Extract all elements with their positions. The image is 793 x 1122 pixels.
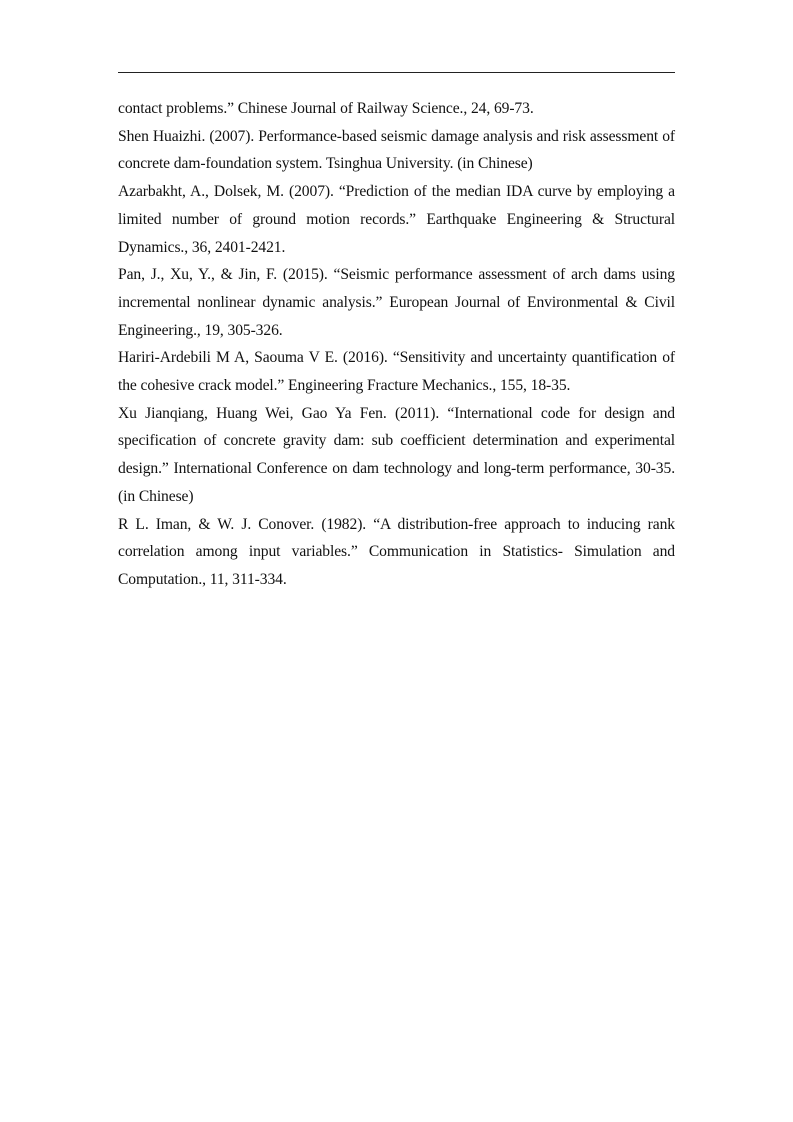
reference-entry: Hariri-Ardebili M A, Saouma V E. (2016). “Sensitivity and uncertainty quantification of the cohesive crack model.” Engineering Fracture Mechanics., 155, 18-35. [118, 349, 675, 395]
reference-entry: Azarbakht, A., Dolsek, M. (2007). “Prediction of the median IDA curve by employing a limited number of ground motion records.” Earthquake Engineering & Structural Dynamics., 36, 2401-2421. [118, 183, 675, 256]
reference-entry: contact problems.” Chinese Journal of Railway Science., 24, 69-73. [118, 100, 534, 117]
reference-list [118, 95, 675, 594]
reference-entry: R L. Iman, & W. J. Conover. (1982). “A distribution-free approach to inducing rank correlation among input variables.” Communication in Statistics- Simulation and Computation., 11, 311-334. [118, 515, 675, 588]
reference-entry: Xu Jianqiang, Huang Wei, Gao Ya Fen. (2011). “International code for design and specification of concrete gravity dam: sub coefficient determination and experimental design.” International Conference on dam technology and long-term performance, 30-35. (in Chinese) [118, 404, 675, 505]
header-rule [118, 72, 675, 73]
reference-entry: Pan, J., Xu, Y., & Jin, F. (2015). “Seismic performance assessment of arch dams using incremental nonlinear dynamic analysis.” European Journal of Environmental & Civil Engineering., 19, 305-326. [118, 266, 675, 339]
reference-entry: Shen Huaizhi. (2007). Performance-based seismic damage analysis and risk assessment of concrete dam-foundation system. Tsinghua University. (in Chinese) [118, 127, 675, 173]
